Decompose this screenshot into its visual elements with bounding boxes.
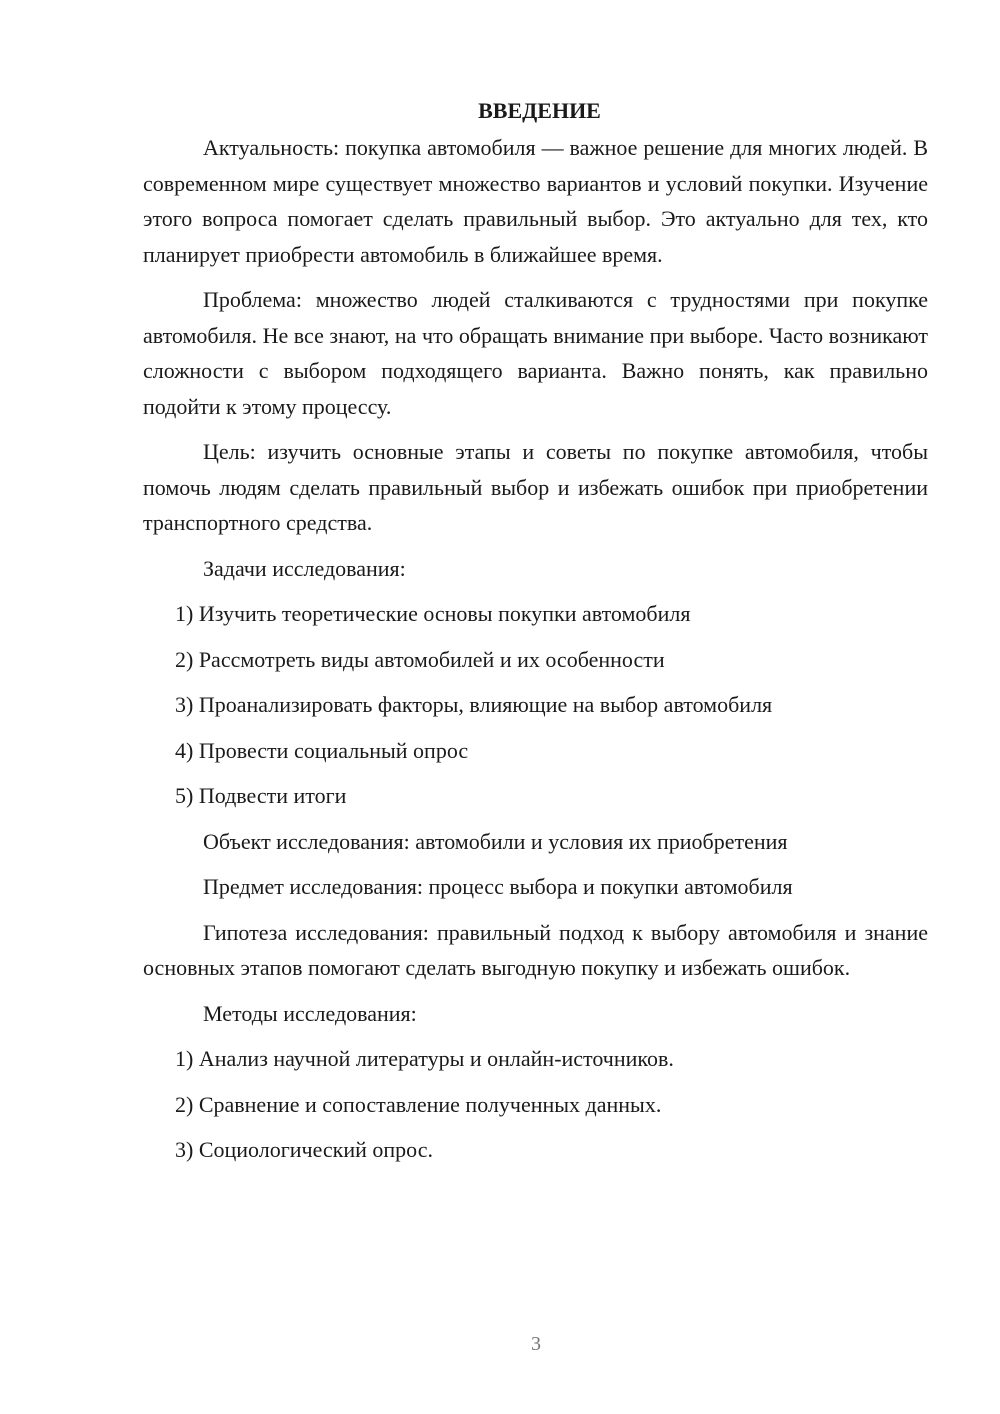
page-content — [143, 93, 928, 1178]
list-item: 5) Подвести итоги — [175, 783, 347, 808]
list-item: 2) Сравнение и сопоставление полученных данных. — [175, 1091, 662, 1117]
list-item: 1) Изучить теоретические основы покупки автомобиля — [175, 601, 691, 626]
list-item: 1) Анализ научной литературы и онлайн-источников. — [175, 1046, 674, 1071]
tasks-list — [143, 596, 928, 814]
object-paragraph: Объект исследования: автомобили и условия их приобретения — [203, 828, 788, 854]
tasks-heading: Задачи исследования: — [203, 555, 406, 581]
list-item: 2) Рассмотреть виды автомобилей и их особенности — [175, 646, 665, 672]
list-item: 3) Социологический опрос. — [175, 1137, 433, 1162]
section-title: ВВЕДЕНИЕ — [478, 98, 601, 123]
page-number: 3 — [531, 1333, 541, 1355]
list-item: 3) Проанализировать факторы, влияющие на выбор автомобиля — [175, 692, 773, 717]
relevance-paragraph: Актуальность: покупка автомобиля — важное решение для многих людей. В современном мире существует множество вариантов и условий покупки. Изучение этого вопроса помогает сделать правильный выбор. Это актуально для тех, кто планирует приобрести автомобиль в ближайшее время. — [143, 135, 928, 267]
methods-list — [143, 1041, 928, 1168]
hypothesis-paragraph: Гипотеза исследования: правильный подход к выбору автомобиля и знание основных этапов помогают сделать выгодную покупку и избежать ошибок. — [143, 919, 928, 980]
methods-heading: Методы исследования: — [203, 1000, 417, 1026]
goal-paragraph: Цель: изучить основные этапы и советы по покупке автомобиля, чтобы помочь людям сделать правильный выбор и избежать ошибок при приобретении транспортного средства. — [143, 439, 928, 535]
subject-paragraph: Предмет исследования: процесс выбора и покупки автомобиля — [203, 874, 793, 899]
problem-paragraph: Проблема: множество людей сталкиваются с трудностями при покупке автомобиля. Не все знают, на что обращать внимание при выборе. Часто возникают сложности с выбором подходящего варианта. Важно понять, как правильно подойти к этому процессу. — [143, 287, 928, 419]
list-item: 4) Провести социальный опрос — [175, 737, 469, 763]
